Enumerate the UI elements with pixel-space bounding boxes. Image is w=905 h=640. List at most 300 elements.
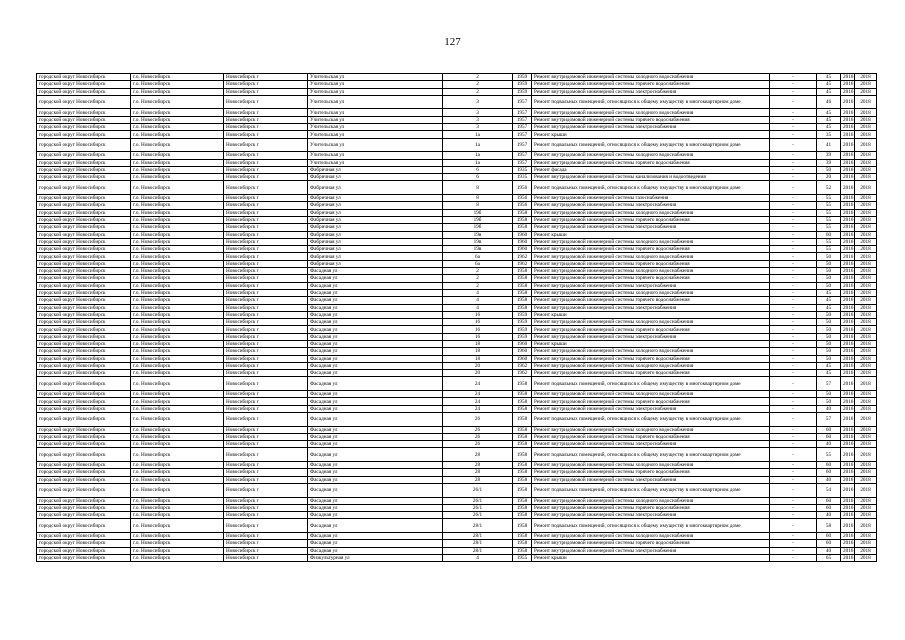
city-cell: Новосибирск г xyxy=(224,554,308,561)
table-row xyxy=(37,426,877,433)
city-cell: Новосибирск г xyxy=(224,282,308,289)
city-cell: Новосибирск г xyxy=(224,116,308,123)
note-cell: - xyxy=(770,311,817,318)
year-from-cell: 2016 xyxy=(841,554,855,561)
settlement-cell: г.о. Новосибирск xyxy=(131,433,224,440)
wear-cell: 60 xyxy=(817,533,841,540)
house-cell: 6а xyxy=(443,260,513,267)
house-cell: 2 xyxy=(443,268,513,275)
house-cell: 4 xyxy=(443,289,513,296)
year-from-cell: 2016 xyxy=(841,131,855,138)
year-from-cell: 2016 xyxy=(841,326,855,333)
house-cell: 26/1 xyxy=(443,483,513,497)
year-from-cell: 2016 xyxy=(841,391,855,398)
note-cell: - xyxy=(770,166,817,173)
year-from-cell: 2016 xyxy=(841,74,855,81)
settlement-cell: г.о. Новосибирск xyxy=(131,512,224,519)
year-to-cell: 2018 xyxy=(855,405,877,412)
note-cell: - xyxy=(770,195,817,202)
settlement-cell: г.о. Новосибирск xyxy=(131,81,224,88)
year-from-cell: 2016 xyxy=(841,268,855,275)
municipality-cell: городской округ Новосибирск xyxy=(37,497,131,504)
street-cell: Учительская ул xyxy=(308,88,443,95)
city-cell: Новосибирск г xyxy=(224,95,308,109)
year-built-cell: 1959 xyxy=(513,333,532,340)
table-row xyxy=(37,377,877,391)
work-type-cell: Ремонт внутридомовой инженерной системы холодного водоснабжения xyxy=(532,391,770,398)
note-cell: - xyxy=(770,519,817,533)
work-type-cell: Ремонт подвальных помещений, относящихся к общему имуществу в многоквартирном доме xyxy=(532,377,770,391)
work-type-cell: Ремонт внутридомовой инженерной системы горячего водоснабжения xyxy=(532,297,770,304)
year-to-cell: 2018 xyxy=(855,519,877,533)
work-type-cell: Ремонт внутридомовой инженерной системы горячего водоснабжения xyxy=(532,275,770,282)
work-type-cell: Ремонт подвальных помещений, относящихся к общему имуществу в многоквартирном доме xyxy=(532,95,770,109)
note-cell: - xyxy=(770,116,817,123)
work-type-cell: Ремонт внутридомовой инженерной системы холодного водоснабжения xyxy=(532,74,770,81)
work-type-cell: Ремонт внутридомовой инженерной системы холодного водоснабжения xyxy=(532,238,770,245)
note-cell: - xyxy=(770,370,817,377)
city-cell: Новосибирск г xyxy=(224,166,308,173)
settlement-cell: г.о. Новосибирск xyxy=(131,88,224,95)
year-from-cell: 2016 xyxy=(841,441,855,448)
year-to-cell: 2018 xyxy=(855,326,877,333)
year-from-cell: 2016 xyxy=(841,216,855,223)
municipality-cell: городской округ Новосибирск xyxy=(37,512,131,519)
note-cell: - xyxy=(770,159,817,166)
municipality-cell: городской округ Новосибирск xyxy=(37,74,131,81)
municipality-cell: городской округ Новосибирск xyxy=(37,333,131,340)
municipality-cell: городской округ Новосибирск xyxy=(37,519,131,533)
year-built-cell: 1957 xyxy=(513,131,532,138)
table-row xyxy=(37,476,877,483)
note-cell: - xyxy=(770,152,817,159)
table-row xyxy=(37,138,877,152)
work-type-cell: Ремонт внутридомовой инженерной системы горячего водоснабжения xyxy=(532,540,770,547)
table-row xyxy=(37,109,877,116)
municipality-cell: городской округ Новосибирск xyxy=(37,159,131,166)
year-from-cell: 2016 xyxy=(841,275,855,282)
house-cell: 8 xyxy=(443,202,513,209)
settlement-cell: г.о. Новосибирск xyxy=(131,109,224,116)
table-row xyxy=(37,260,877,267)
note-cell: - xyxy=(770,74,817,81)
work-type-cell: Ремонт внутридомовой инженерной системы электроснабжения xyxy=(532,224,770,231)
city-cell: Новосибирск г xyxy=(224,370,308,377)
house-cell: 18 xyxy=(443,348,513,355)
wear-cell: 50 xyxy=(817,166,841,173)
note-cell: - xyxy=(770,109,817,116)
year-built-cell: 1958 xyxy=(513,533,532,540)
municipality-cell: городской округ Новосибирск xyxy=(37,238,131,245)
wear-cell: 50 xyxy=(817,260,841,267)
city-cell: Новосибирск г xyxy=(224,253,308,260)
street-cell: Фабричная ул xyxy=(308,260,443,267)
municipality-cell: городской округ Новосибирск xyxy=(37,88,131,95)
year-built-cell: 1958 xyxy=(513,547,532,554)
municipality-cell: городской округ Новосибирск xyxy=(37,138,131,152)
table-row xyxy=(37,348,877,355)
year-built-cell: 1959 xyxy=(513,74,532,81)
year-from-cell: 2016 xyxy=(841,547,855,554)
note-cell: - xyxy=(770,326,817,333)
year-built-cell: 1962 xyxy=(513,362,532,369)
wear-cell: 45 xyxy=(817,81,841,88)
house-cell: 1а xyxy=(443,152,513,159)
street-cell: Учительская ул xyxy=(308,116,443,123)
house-cell: 3 xyxy=(443,95,513,109)
table-row xyxy=(37,533,877,540)
note-cell: - xyxy=(770,216,817,223)
wear-cell: 45 xyxy=(817,88,841,95)
table-row xyxy=(37,519,877,533)
city-cell: Новосибирск г xyxy=(224,462,308,469)
year-from-cell: 2016 xyxy=(841,174,855,181)
house-cell: 20 xyxy=(443,362,513,369)
capital-repair-table xyxy=(36,73,877,562)
year-from-cell: 2016 xyxy=(841,181,855,195)
city-cell: Новосибирск г xyxy=(224,355,308,362)
house-cell: 3 xyxy=(443,109,513,116)
settlement-cell: г.о. Новосибирск xyxy=(131,174,224,181)
year-built-cell: 1958 xyxy=(513,469,532,476)
wear-cell: 50 xyxy=(817,311,841,318)
wear-cell: 20 xyxy=(817,174,841,181)
table-row xyxy=(37,289,877,296)
note-cell: - xyxy=(770,469,817,476)
note-cell: - xyxy=(770,88,817,95)
table-row xyxy=(37,554,877,561)
year-built-cell: 1960 xyxy=(513,231,532,238)
year-built-cell: 1958 xyxy=(513,519,532,533)
year-to-cell: 2018 xyxy=(855,81,877,88)
note-cell: - xyxy=(770,377,817,391)
house-cell: 26/1 xyxy=(443,497,513,504)
house-cell: 4 xyxy=(443,304,513,311)
year-to-cell: 2018 xyxy=(855,547,877,554)
wear-cell: 60 xyxy=(817,231,841,238)
note-cell: - xyxy=(770,355,817,362)
city-cell: Новосибирск г xyxy=(224,159,308,166)
city-cell: Новосибирск г xyxy=(224,224,308,231)
municipality-cell: городской округ Новосибирск xyxy=(37,81,131,88)
work-type-cell: Ремонт внутридомовой инженерной системы горячего водоснабжения xyxy=(532,326,770,333)
street-cell: Фабричная ул xyxy=(308,231,443,238)
note-cell: - xyxy=(770,462,817,469)
note-cell: - xyxy=(770,362,817,369)
year-to-cell: 2018 xyxy=(855,533,877,540)
settlement-cell: г.о. Новосибирск xyxy=(131,246,224,253)
work-type-cell: Ремонт внутридомовой инженерной системы газоснабжения xyxy=(532,195,770,202)
house-cell: 28/1 xyxy=(443,540,513,547)
street-cell: Учительская ул xyxy=(308,81,443,88)
city-cell: Новосибирск г xyxy=(224,246,308,253)
year-built-cell: 1958 xyxy=(513,462,532,469)
year-from-cell: 2016 xyxy=(841,231,855,238)
note-cell: - xyxy=(770,554,817,561)
note-cell: - xyxy=(770,333,817,340)
year-to-cell: 2018 xyxy=(855,231,877,238)
street-cell: Фасадная ул xyxy=(308,476,443,483)
year-to-cell: 2018 xyxy=(855,275,877,282)
municipality-cell: городской округ Новосибирск xyxy=(37,282,131,289)
municipality-cell: городской округ Новосибирск xyxy=(37,398,131,405)
year-to-cell: 2018 xyxy=(855,297,877,304)
note-cell: - xyxy=(770,81,817,88)
municipality-cell: городской округ Новосибирск xyxy=(37,174,131,181)
table-row xyxy=(37,469,877,476)
note-cell: - xyxy=(770,547,817,554)
house-cell: 6 xyxy=(443,166,513,173)
settlement-cell: г.о. Новосибирск xyxy=(131,95,224,109)
table-row xyxy=(37,81,877,88)
street-cell: Фабричная ул xyxy=(308,174,443,181)
city-cell: Новосибирск г xyxy=(224,304,308,311)
house-cell: 2 xyxy=(443,81,513,88)
municipality-cell: городской округ Новосибирск xyxy=(37,202,131,209)
year-from-cell: 2016 xyxy=(841,81,855,88)
year-from-cell: 2016 xyxy=(841,224,855,231)
year-from-cell: 2016 xyxy=(841,426,855,433)
table-row xyxy=(37,370,877,377)
year-to-cell: 2018 xyxy=(855,216,877,223)
city-cell: Новосибирск г xyxy=(224,311,308,318)
work-type-cell: Ремонт внутридомовой инженерной системы холодного водоснабжения xyxy=(532,497,770,504)
city-cell: Новосибирск г xyxy=(224,238,308,245)
year-to-cell: 2018 xyxy=(855,391,877,398)
year-to-cell: 2018 xyxy=(855,209,877,216)
municipality-cell: городской округ Новосибирск xyxy=(37,260,131,267)
city-cell: Новосибирск г xyxy=(224,131,308,138)
year-built-cell: 1958 xyxy=(513,282,532,289)
house-cell: 1а xyxy=(443,131,513,138)
settlement-cell: г.о. Новосибирск xyxy=(131,195,224,202)
municipality-cell: городской округ Новосибирск xyxy=(37,540,131,547)
municipality-cell: городской округ Новосибирск xyxy=(37,441,131,448)
municipality-cell: городской округ Новосибирск xyxy=(37,268,131,275)
table-row xyxy=(37,268,877,275)
table-row xyxy=(37,195,877,202)
note-cell: - xyxy=(770,504,817,511)
municipality-cell: городской округ Новосибирск xyxy=(37,275,131,282)
street-cell: Фасадная ул xyxy=(308,483,443,497)
house-cell: 8 xyxy=(443,181,513,195)
city-cell: Новосибирск г xyxy=(224,333,308,340)
house-cell: 6а xyxy=(443,253,513,260)
year-from-cell: 2016 xyxy=(841,512,855,519)
year-to-cell: 2018 xyxy=(855,166,877,173)
wear-cell: 50 xyxy=(817,319,841,326)
settlement-cell: г.о. Новосибирск xyxy=(131,533,224,540)
work-type-cell: Ремонт внутридомовой инженерной системы горячего водоснабжения xyxy=(532,246,770,253)
street-cell: Фасадная ул xyxy=(308,405,443,412)
street-cell: Фабричная ул xyxy=(308,253,443,260)
wear-cell: 45 xyxy=(817,124,841,131)
table-row xyxy=(37,181,877,195)
settlement-cell: г.о. Новосибирск xyxy=(131,159,224,166)
wear-cell: 50 xyxy=(817,398,841,405)
house-cell: 19б xyxy=(443,209,513,216)
house-cell: 24 xyxy=(443,377,513,391)
house-cell: 26/1 xyxy=(443,504,513,511)
wear-cell: 41 xyxy=(817,138,841,152)
note-cell: - xyxy=(770,405,817,412)
city-cell: Новосибирск г xyxy=(224,405,308,412)
note-cell: - xyxy=(770,282,817,289)
year-built-cell: 1958 xyxy=(513,289,532,296)
table-row xyxy=(37,174,877,181)
year-built-cell: 1959 xyxy=(513,319,532,326)
work-type-cell: Ремонт внутридомовой инженерной системы электроснабжения xyxy=(532,405,770,412)
work-type-cell: Ремонт подвальных помещений, относящихся к общему имуществу в многоквартирном доме xyxy=(532,483,770,497)
settlement-cell: г.о. Новосибирск xyxy=(131,260,224,267)
settlement-cell: г.о. Новосибирск xyxy=(131,326,224,333)
year-to-cell: 2018 xyxy=(855,282,877,289)
year-from-cell: 2016 xyxy=(841,238,855,245)
settlement-cell: г.о. Новосибирск xyxy=(131,476,224,483)
city-cell: Новосибирск г xyxy=(224,275,308,282)
street-cell: Фабричная ул xyxy=(308,246,443,253)
year-to-cell: 2018 xyxy=(855,370,877,377)
house-cell: 26 xyxy=(443,412,513,426)
city-cell: Новосибирск г xyxy=(224,441,308,448)
municipality-cell: городской округ Новосибирск xyxy=(37,405,131,412)
year-from-cell: 2016 xyxy=(841,340,855,347)
work-type-cell: Ремонт внутридомовой инженерной системы горячего водоснабжения xyxy=(532,216,770,223)
settlement-cell: г.о. Новосибирск xyxy=(131,116,224,123)
work-type-cell: Ремонт внутридомовой инженерной системы горячего водоснабжения xyxy=(532,398,770,405)
municipality-cell: городской округ Новосибирск xyxy=(37,166,131,173)
year-built-cell: 1962 xyxy=(513,260,532,267)
work-type-cell: Ремонт внутридомовой инженерной системы холодного водоснабжения xyxy=(532,209,770,216)
wear-cell: 50 xyxy=(817,333,841,340)
house-cell: 26 xyxy=(443,441,513,448)
year-built-cell: 1958 xyxy=(513,224,532,231)
table-row xyxy=(37,412,877,426)
work-type-cell: Ремонт крыши xyxy=(532,131,770,138)
house-cell: 26/1 xyxy=(443,512,513,519)
table-row xyxy=(37,88,877,95)
work-type-cell: Ремонт внутридомовой инженерной системы горячего водоснабжения xyxy=(532,504,770,511)
year-to-cell: 2018 xyxy=(855,497,877,504)
wear-cell: 50 xyxy=(817,275,841,282)
city-cell: Новосибирск г xyxy=(224,362,308,369)
city-cell: Новосибирск г xyxy=(224,74,308,81)
year-to-cell: 2018 xyxy=(855,554,877,561)
year-from-cell: 2016 xyxy=(841,202,855,209)
municipality-cell: городской округ Новосибирск xyxy=(37,433,131,440)
year-from-cell: 2016 xyxy=(841,504,855,511)
street-cell: Фабричная ул xyxy=(308,238,443,245)
note-cell: - xyxy=(770,138,817,152)
note-cell: - xyxy=(770,426,817,433)
municipality-cell: городской округ Новосибирск xyxy=(37,304,131,311)
house-cell: 28 xyxy=(443,469,513,476)
city-cell: Новосибирск г xyxy=(224,289,308,296)
wear-cell: 57 xyxy=(817,377,841,391)
city-cell: Новосибирск г xyxy=(224,533,308,540)
city-cell: Новосибирск г xyxy=(224,202,308,209)
work-type-cell: Ремонт внутридомовой инженерной системы холодного водоснабжения xyxy=(532,319,770,326)
house-cell: 4 xyxy=(443,554,513,561)
house-cell: 28/1 xyxy=(443,533,513,540)
municipality-cell: городской округ Новосибирск xyxy=(37,362,131,369)
year-from-cell: 2016 xyxy=(841,109,855,116)
year-to-cell: 2018 xyxy=(855,433,877,440)
table-row xyxy=(37,166,877,173)
work-type-cell: Ремонт крыши xyxy=(532,340,770,347)
year-from-cell: 2016 xyxy=(841,362,855,369)
settlement-cell: г.о. Новосибирск xyxy=(131,282,224,289)
settlement-cell: г.о. Новосибирск xyxy=(131,209,224,216)
street-cell: Физкультурная ул xyxy=(308,554,443,561)
table-row xyxy=(37,441,877,448)
year-to-cell: 2018 xyxy=(855,476,877,483)
city-cell: Новосибирск г xyxy=(224,319,308,326)
year-to-cell: 2018 xyxy=(855,540,877,547)
house-cell: 24 xyxy=(443,391,513,398)
municipality-cell: городской округ Новосибирск xyxy=(37,311,131,318)
settlement-cell: г.о. Новосибирск xyxy=(131,181,224,195)
year-to-cell: 2018 xyxy=(855,304,877,311)
city-cell: Новосибирск г xyxy=(224,426,308,433)
year-to-cell: 2018 xyxy=(855,159,877,166)
year-to-cell: 2018 xyxy=(855,224,877,231)
municipality-cell: городской округ Новосибирск xyxy=(37,289,131,296)
note-cell: - xyxy=(770,260,817,267)
wear-cell: 45 xyxy=(817,304,841,311)
year-from-cell: 2016 xyxy=(841,253,855,260)
year-to-cell: 2018 xyxy=(855,116,877,123)
table-row xyxy=(37,238,877,245)
note-cell: - xyxy=(770,124,817,131)
city-cell: Новосибирск г xyxy=(224,326,308,333)
municipality-cell: городской округ Новосибирск xyxy=(37,448,131,462)
table-row xyxy=(37,405,877,412)
year-from-cell: 2016 xyxy=(841,540,855,547)
city-cell: Новосибирск г xyxy=(224,174,308,181)
city-cell: Новосибирск г xyxy=(224,398,308,405)
wear-cell: 50 xyxy=(817,326,841,333)
settlement-cell: г.о. Новосибирск xyxy=(131,348,224,355)
note-cell: - xyxy=(770,319,817,326)
year-from-cell: 2016 xyxy=(841,355,855,362)
settlement-cell: г.о. Новосибирск xyxy=(131,540,224,547)
table-row xyxy=(37,275,877,282)
year-built-cell: 1959 xyxy=(513,81,532,88)
wear-cell: 60 xyxy=(817,426,841,433)
street-cell: Фасадная ул xyxy=(308,533,443,540)
year-from-cell: 2016 xyxy=(841,282,855,289)
wear-cell: 55 xyxy=(817,224,841,231)
city-cell: Новосибирск г xyxy=(224,377,308,391)
year-from-cell: 2016 xyxy=(841,462,855,469)
year-from-cell: 2016 xyxy=(841,497,855,504)
note-cell: - xyxy=(770,202,817,209)
wear-cell: 52 xyxy=(817,181,841,195)
table-row xyxy=(37,116,877,123)
municipality-cell: городской округ Новосибирск xyxy=(37,370,131,377)
page-number: 127 xyxy=(444,36,461,48)
house-cell: 1а xyxy=(443,138,513,152)
year-from-cell: 2016 xyxy=(841,377,855,391)
street-cell: Фасадная ул xyxy=(308,433,443,440)
note-cell: - xyxy=(770,224,817,231)
municipality-cell: городской округ Новосибирск xyxy=(37,209,131,216)
note-cell: - xyxy=(770,304,817,311)
year-from-cell: 2016 xyxy=(841,166,855,173)
table-row xyxy=(37,253,877,260)
year-built-cell: 1958 xyxy=(513,497,532,504)
